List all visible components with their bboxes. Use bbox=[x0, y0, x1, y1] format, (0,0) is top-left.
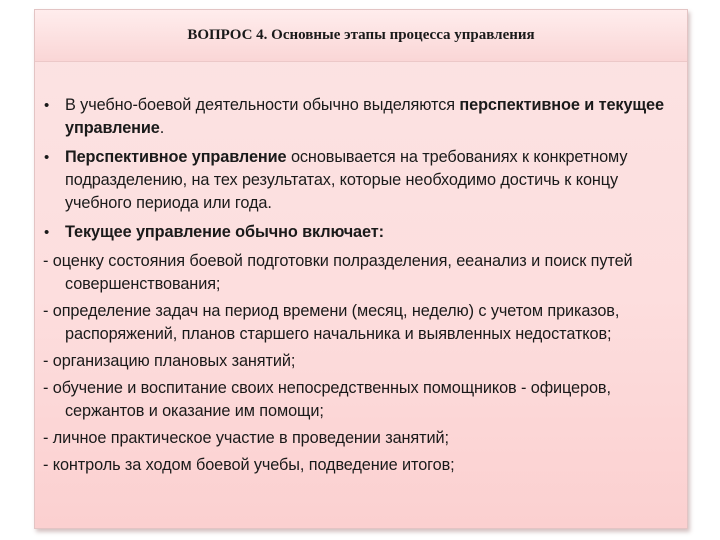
bullet-item bbox=[43, 94, 683, 140]
slide-body bbox=[43, 94, 683, 481]
dash-list-item: - определение задач на период времени (месяц, неделю) с учетом приказов, распоряжений, планов старшего начальника и выявленных недостатков; bbox=[43, 302, 620, 343]
bullet-item bbox=[43, 221, 683, 244]
bullet-text: основывается на требованиях к конкретному подразделению, на тех результатах, которые необходимо достичь к концу учебного периода или года. bbox=[65, 148, 628, 212]
dash-list-item: - обучение и воспитание своих непосредственных помощников - офицеров, сержантов и оказание им помощи; bbox=[43, 379, 611, 420]
bullet-bold-text: Текущее управление обычно включает: bbox=[65, 223, 384, 241]
bullet-dot: • bbox=[44, 149, 50, 166]
slide bbox=[34, 9, 688, 529]
dash-list-item: - контроль за ходом боевой учебы, подведение итогов; bbox=[43, 456, 455, 474]
dash-list-item: - личное практическое участие в проведении занятий; bbox=[43, 429, 449, 447]
bullet-dot: • bbox=[44, 97, 50, 114]
bullet-bold-text: Перспективное управление bbox=[65, 148, 287, 166]
bullet-bold-text: перспективное и текущее управление bbox=[65, 96, 664, 137]
bullet-text-end: . bbox=[159, 119, 165, 137]
bullet-text: В учебно-боевой деятельности обычно выделяются bbox=[65, 96, 460, 114]
slide-title-text: ВОПРОС 4. Основные этапы процесса управления bbox=[187, 27, 535, 43]
dash-list-item: - организацию плановых занятий; bbox=[43, 352, 296, 370]
dash-list-item: - оценку состояния боевой подготовки полразделения, ееанализ и поиск путей совершенствования; bbox=[43, 252, 633, 293]
slide-title bbox=[35, 10, 687, 62]
bullet-item bbox=[43, 146, 683, 215]
bullet-dot: • bbox=[44, 224, 50, 241]
